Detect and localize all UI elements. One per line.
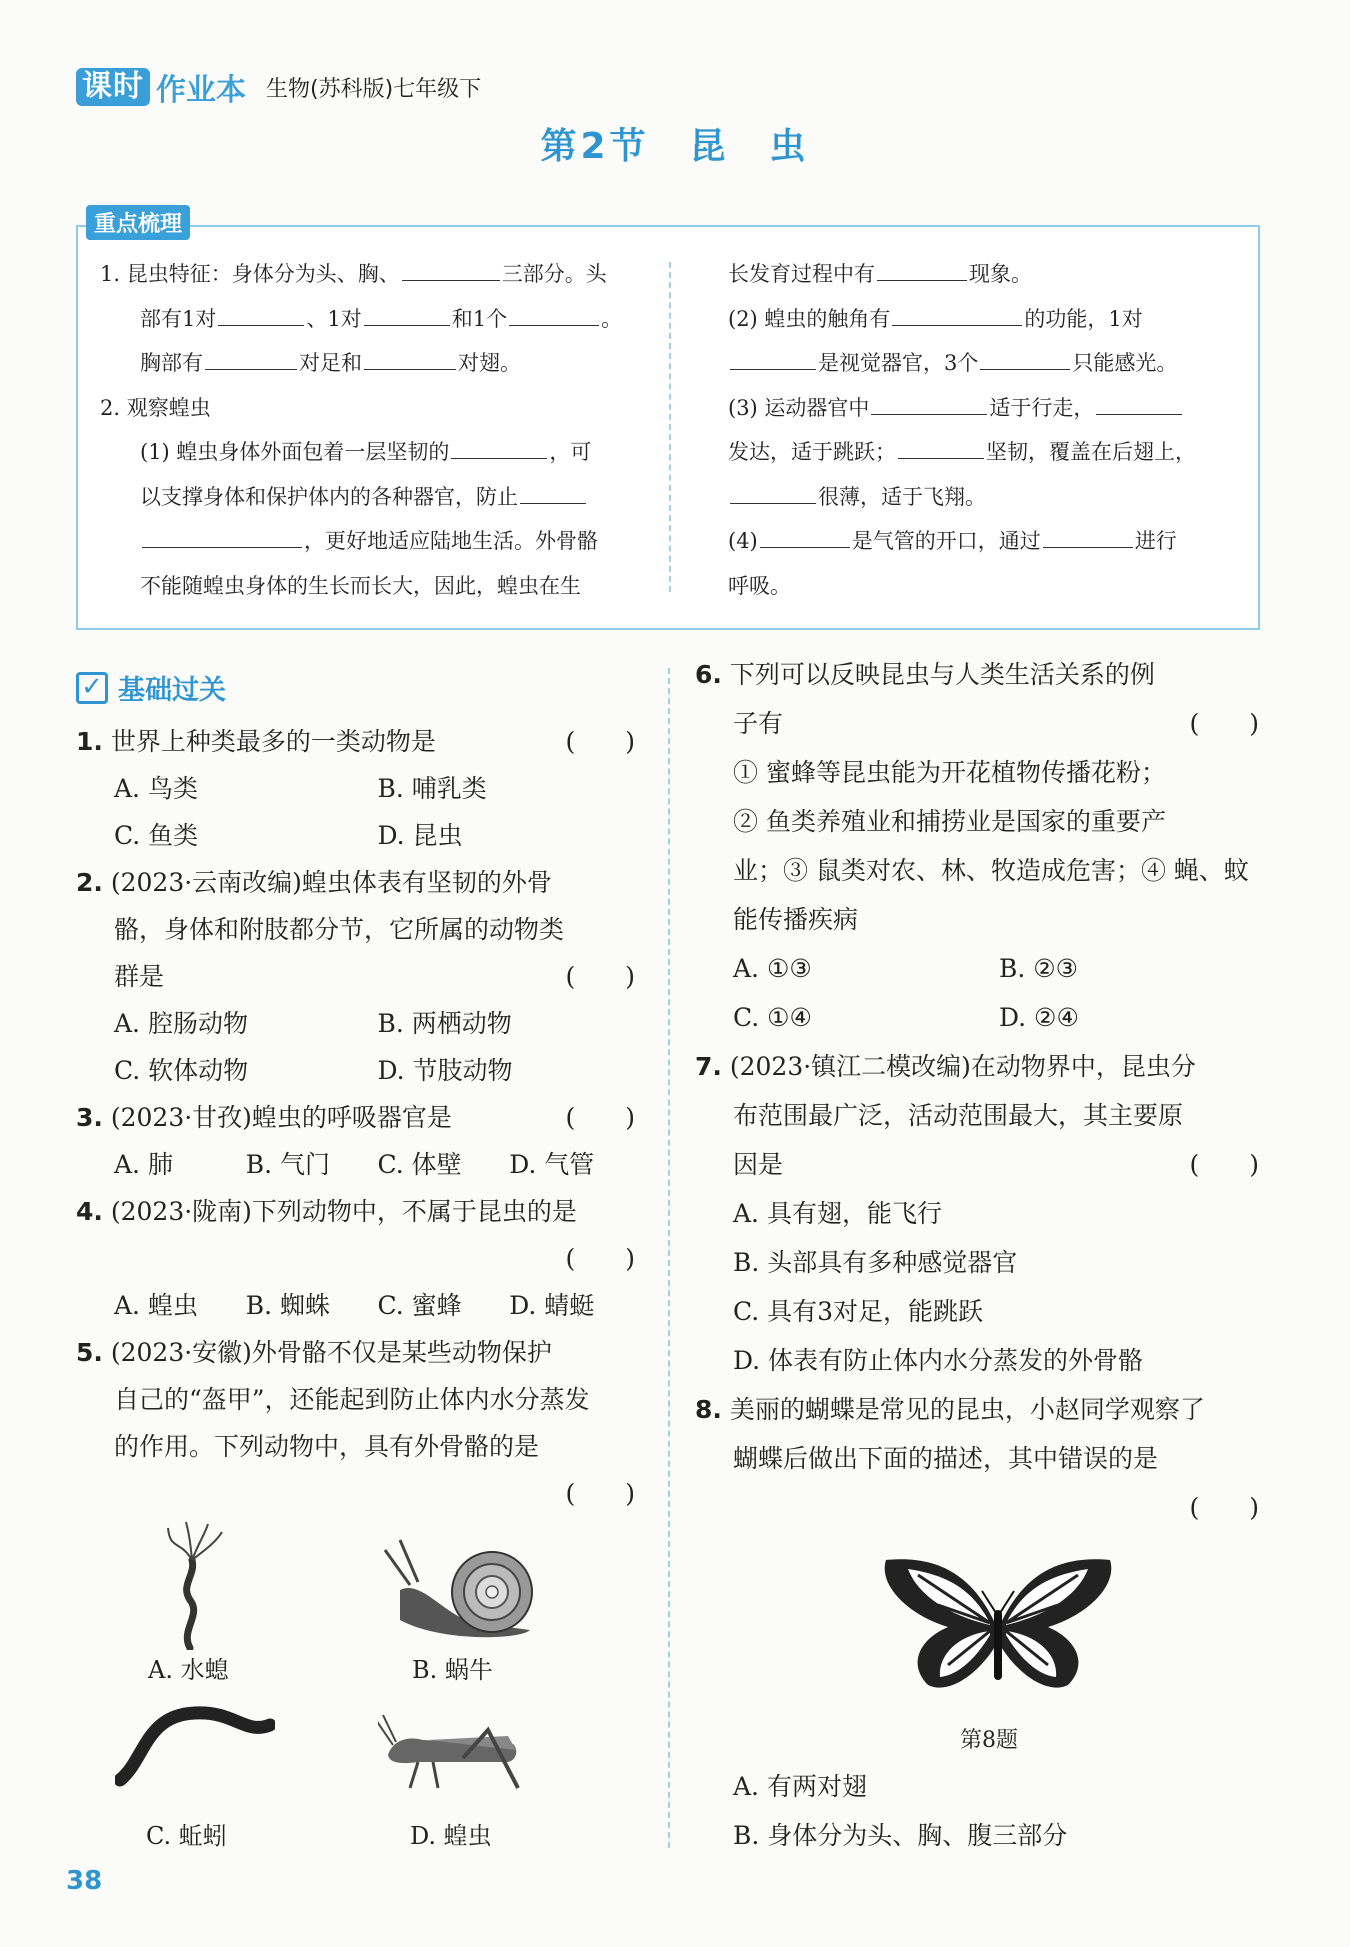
- q-text: 世界上种类最多的一类动物是: [110, 727, 436, 756]
- answer-blank[interactable]: [877, 258, 967, 281]
- option[interactable]: D. ②④: [999, 1003, 1079, 1032]
- answer-blank[interactable]: [520, 481, 586, 504]
- answer-blank[interactable]: [402, 258, 500, 281]
- answer-paren[interactable]: ( ): [565, 1103, 635, 1132]
- question-8: [695, 1385, 1265, 1532]
- option[interactable]: D. 体表有防止体内水分蒸发的外骨骼: [733, 1346, 1144, 1375]
- subject-label: 生物(苏科版)七年级下: [266, 76, 482, 102]
- kp-text: (2) 蝗虫的触角有: [728, 306, 891, 331]
- q-text: (2023·云南改编)蝗虫体表有坚韧的外骨: [110, 868, 552, 897]
- answer-blank[interactable]: [509, 303, 599, 326]
- brand-header: [76, 68, 481, 106]
- q-statement: ② 鱼类养殖业和捕捞业是国家的重要产: [733, 807, 1166, 836]
- keypoints-divider: [669, 262, 671, 592]
- kp-text: 三部分。头: [501, 262, 607, 286]
- q-number: 6.: [695, 660, 722, 689]
- answer-paren[interactable]: ( ): [565, 727, 635, 756]
- hydra-image[interactable]: [150, 1520, 240, 1650]
- answer-paren[interactable]: ( ): [1189, 709, 1259, 738]
- q-text: 蝴蝶后做出下面的描述，其中错误的是: [733, 1444, 1159, 1473]
- earthworm-image[interactable]: [115, 1705, 275, 1790]
- option[interactable]: B. 哺乳类: [377, 774, 487, 803]
- kp-text: (4): [728, 529, 758, 553]
- snail-image[interactable]: [380, 1530, 540, 1645]
- answer-blank[interactable]: [730, 347, 816, 370]
- q-statement: 业；③ 鼠类对农、林、牧造成危害；④ 蝇、蚊: [733, 856, 1249, 885]
- image-label: A. 水螅: [148, 1656, 229, 1684]
- option[interactable]: C. 鱼类: [114, 821, 199, 850]
- option[interactable]: B. 身体分为头、胸、腹三部分: [733, 1821, 1068, 1850]
- option[interactable]: D. 节肢动物: [377, 1056, 513, 1085]
- option[interactable]: C. 体壁: [377, 1150, 462, 1179]
- page-number: 38: [66, 1866, 103, 1896]
- keypoints-right: [728, 252, 1238, 608]
- q-number: 2.: [76, 868, 103, 897]
- answer-paren[interactable]: ( ): [565, 1244, 635, 1273]
- option[interactable]: A. 肺: [114, 1150, 173, 1179]
- q-text: (2023·镇江二模改编)在动物界中，昆虫分: [729, 1052, 1196, 1081]
- section-header: [76, 668, 226, 707]
- q-text: (2023·甘孜)蝗虫的呼吸器官是: [110, 1103, 452, 1132]
- kp-text: 1. 昆虫特征：身体分为头、胸、: [100, 262, 400, 286]
- answer-blank[interactable]: [205, 347, 297, 370]
- kp-text: ，更好地适应陆地生活。外骨骼: [304, 529, 598, 553]
- checkbox-icon: ✓: [76, 672, 108, 704]
- kp-text: 2. 观察蝗虫: [100, 395, 211, 420]
- option[interactable]: B. 头部具有多种感觉器官: [733, 1248, 1018, 1277]
- answer-blank[interactable]: [1096, 392, 1182, 415]
- kp-text: 只能感光。: [1072, 351, 1178, 375]
- keypoints-tag: 重点梳理: [86, 205, 190, 240]
- butterfly-image: [878, 1555, 1118, 1705]
- answer-blank[interactable]: [218, 303, 304, 326]
- q-number: 5.: [76, 1338, 103, 1367]
- kp-text: 。: [601, 306, 623, 331]
- answer-blank[interactable]: [142, 525, 302, 548]
- q-statement: 能传播疾病: [733, 905, 859, 934]
- q-text: 布范围最广泛，活动范围最大，其主要原: [733, 1101, 1184, 1130]
- kp-text: 适于行走，: [989, 395, 1095, 420]
- option[interactable]: A. 腔肠动物: [114, 1009, 248, 1038]
- q-text: 骼，身体和附肢都分节，它所属的动物类: [114, 915, 565, 944]
- column-divider: [668, 668, 670, 1848]
- answer-blank[interactable]: [364, 303, 450, 326]
- q-number: 8.: [695, 1395, 722, 1424]
- grasshopper-image[interactable]: [378, 1700, 538, 1795]
- option[interactable]: A. 具有翅，能飞行: [733, 1199, 942, 1228]
- question-1: [76, 718, 641, 859]
- option[interactable]: C. ①④: [733, 1003, 812, 1032]
- option[interactable]: C. 具有3对足，能跳跃: [733, 1297, 984, 1326]
- option[interactable]: B. ②③: [999, 954, 1079, 983]
- kp-text: 坚韧，覆盖在后翅上，: [986, 440, 1196, 464]
- kp-text: ，可: [549, 440, 592, 464]
- left-questions: [76, 718, 641, 1517]
- question-7: [695, 1042, 1265, 1385]
- answer-paren[interactable]: ( ): [565, 1479, 635, 1508]
- q-text: 的作用。下列动物中，具有外骨骼的是: [114, 1432, 540, 1461]
- question-3: [76, 1094, 641, 1188]
- kp-text: (3) 运动器官中: [728, 395, 870, 420]
- brand-logo: 课时: [76, 68, 150, 106]
- section-title: 基础过关: [118, 675, 226, 706]
- q-text: (2023·安徽)外骨骼不仅是某些动物保护: [110, 1338, 552, 1367]
- option[interactable]: A. 鸟类: [114, 774, 198, 803]
- option[interactable]: D. 蜻蜓: [509, 1291, 595, 1320]
- q-text: 下列可以反映昆虫与人类生活关系的例: [729, 660, 1155, 689]
- keypoints-left: [100, 252, 648, 608]
- figure-caption: 第8题: [960, 1728, 1018, 1753]
- kp-text: (1) 蝗虫身体外面包着一层坚韧的: [140, 440, 450, 464]
- answer-blank[interactable]: [980, 347, 1070, 370]
- kp-text: 很薄，适于飞翔。: [818, 484, 986, 509]
- kp-text: 是气管的开口，通过: [851, 529, 1041, 553]
- q-text: 群是: [114, 962, 165, 991]
- answer-blank[interactable]: [1043, 525, 1133, 548]
- q-text: 因是: [733, 1150, 784, 1179]
- q-text: (2023·陇南)下列动物中，不属于昆虫的是: [110, 1197, 577, 1226]
- option[interactable]: C. 蜜蜂: [377, 1291, 462, 1320]
- q-text: 子有: [733, 709, 784, 738]
- q-number: 3.: [76, 1103, 103, 1132]
- q8-options: [733, 1762, 1067, 1860]
- option[interactable]: C. 软体动物: [114, 1056, 249, 1085]
- image-label: B. 蜗牛: [412, 1656, 493, 1684]
- q-text: 自己的“盔甲”，还能起到防止体内水分蒸发: [114, 1385, 590, 1414]
- kp-text: 呼吸。: [728, 573, 791, 598]
- brand-name: 作业本: [156, 73, 246, 108]
- kp-text: 长发育过程中有: [728, 262, 875, 286]
- answer-paren[interactable]: ( ): [1189, 1150, 1259, 1179]
- answer-blank[interactable]: [364, 347, 456, 370]
- kp-text: 对足和: [299, 351, 362, 375]
- q-number: 7.: [695, 1052, 722, 1081]
- option[interactable]: B. 气门: [245, 1150, 331, 1179]
- kp-text: 发达，适于跳跃；: [728, 440, 896, 464]
- option[interactable]: A. 蝗虫: [114, 1291, 198, 1320]
- q-statement: ① 蜜蜂等昆虫能为开花植物传播花粉；: [733, 758, 1166, 787]
- kp-text: 以支撑身体和保护体内的各种器官，防止: [140, 484, 518, 509]
- answer-blank[interactable]: [760, 525, 850, 548]
- answer-blank[interactable]: [898, 436, 984, 459]
- kp-text: 胸部有: [140, 351, 203, 375]
- question-6: [695, 650, 1265, 1042]
- right-questions: [695, 650, 1265, 1532]
- kp-text: 对翅。: [458, 351, 521, 375]
- kp-text: 和1个: [451, 306, 508, 331]
- question-2: [76, 859, 641, 1094]
- question-4: [76, 1188, 641, 1329]
- page-title: 第2节 昆 虫: [540, 126, 810, 167]
- option[interactable]: B. 两栖动物: [377, 1009, 512, 1038]
- answer-blank[interactable]: [871, 392, 987, 415]
- question-5: [76, 1329, 641, 1517]
- q-number: 1.: [76, 727, 103, 756]
- option[interactable]: D. 气管: [509, 1150, 595, 1179]
- q-number: 4.: [76, 1197, 103, 1226]
- kp-text: 进行: [1134, 529, 1177, 553]
- kp-text: 不能随蝗虫身体的生长而长大，因此，蝗虫在生: [140, 573, 581, 598]
- answer-paren[interactable]: ( ): [1189, 1493, 1259, 1522]
- q-text: 美丽的蝴蝶是常见的昆虫，小赵同学观察了: [729, 1395, 1205, 1424]
- kp-text: 的功能，1对: [1024, 306, 1143, 331]
- option[interactable]: A. 有两对翅: [733, 1772, 867, 1801]
- answer-blank[interactable]: [892, 303, 1022, 326]
- kp-text: 现象。: [969, 262, 1032, 286]
- answer-blank[interactable]: [451, 436, 547, 459]
- kp-text: 部有1对: [140, 306, 217, 331]
- image-label: D. 蝗虫: [410, 1822, 492, 1850]
- answer-paren[interactable]: ( ): [565, 962, 635, 991]
- kp-text: 、1对: [306, 306, 362, 331]
- option[interactable]: D. 昆虫: [377, 821, 463, 850]
- option[interactable]: A. ①③: [733, 954, 812, 983]
- image-label: C. 蚯蚓: [146, 1822, 227, 1850]
- kp-text: 是视觉器官，3个: [818, 351, 979, 375]
- answer-blank[interactable]: [730, 481, 816, 504]
- option[interactable]: B. 蜘蛛: [245, 1291, 331, 1320]
